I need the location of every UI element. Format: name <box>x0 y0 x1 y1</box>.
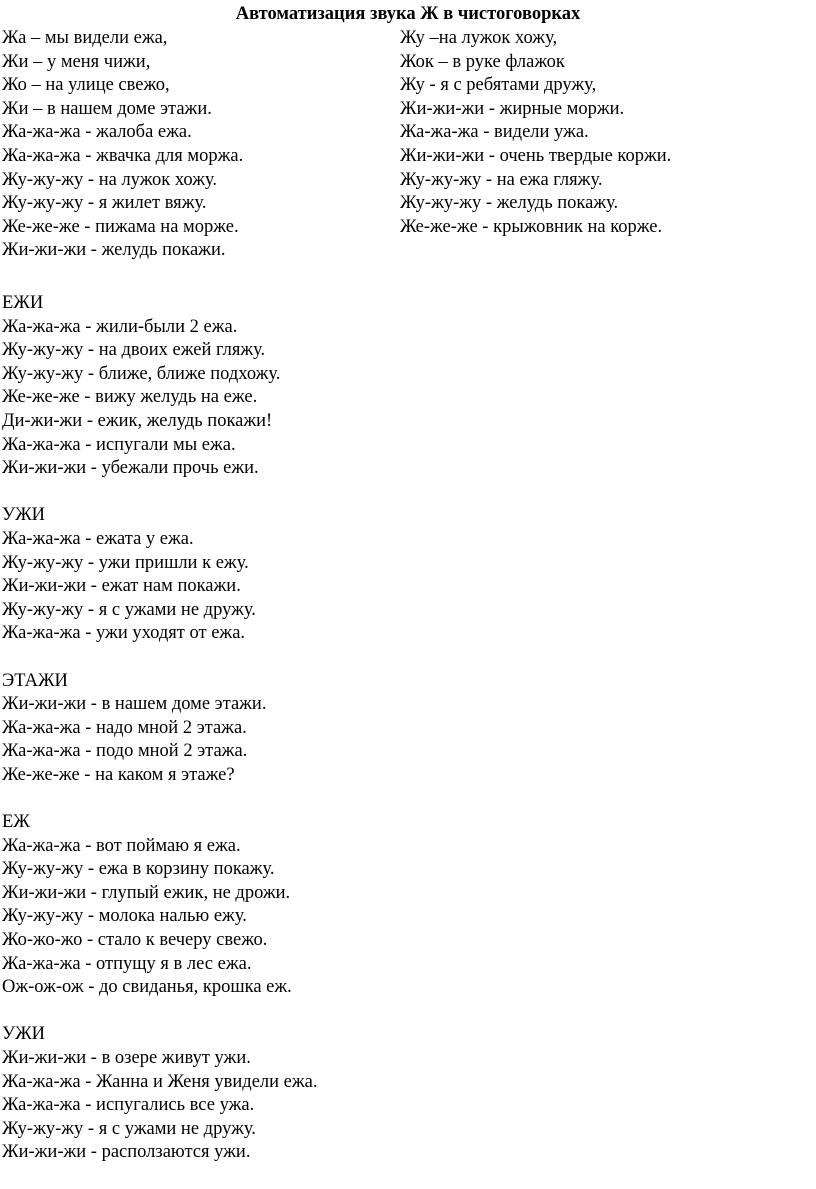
section-ezh <box>2 811 802 1000</box>
section-line: Жу-жу-жу - ежа в корзину покажу. <box>2 859 275 880</box>
section-line: Жа-жа-жа - надо мной 2 этажа. <box>2 717 247 738</box>
left-line: Жа – мы видели ежа, <box>2 28 168 48</box>
section-line: Жа-жа-жа - отпущу я в лес ежа. <box>2 953 252 974</box>
section-line: Жи-жи-жи - в озере живут ужи. <box>2 1048 251 1068</box>
left-line: Жи – в нашем доме этажи. <box>2 98 212 119</box>
document-title: Автоматизация звука Ж в чистоговорках <box>235 4 581 24</box>
section-line: Жо-жо-жо - стало к вечеру свежо. <box>2 930 268 951</box>
section-line: Жу-жу-жу - на двоих ежей гляжу. <box>2 340 266 361</box>
right-line: Жу-жу-жу - желудь покажу. <box>400 193 619 214</box>
section-ezhi <box>2 292 802 481</box>
section-line: Жи-жи-жи - убежали прочь ежи. <box>2 458 259 479</box>
section-heading: УЖИ <box>2 1024 46 1045</box>
section-line: Жа-жа-жа - испугались все ужа. <box>2 1095 255 1116</box>
section-heading: УЖИ <box>2 505 46 526</box>
section-uzhi <box>2 504 802 646</box>
section-line: Жи-жи-жи - расползаются ужи. <box>2 1142 251 1163</box>
section-etazhi <box>2 670 802 788</box>
left-line: Жи-жи-жи - желудь покажи. <box>2 240 226 261</box>
section-line: Ди-жи-жи - ежик, желудь покажи! <box>2 410 273 431</box>
section-line: Жа-жа-жа - жили-были 2 ежа. <box>2 316 238 337</box>
section-line: Жи-жи-жи - ежат нам покажи. <box>2 576 241 597</box>
section-line: Же-же-же - вижу желудь на еже. <box>2 387 258 408</box>
section-heading: ЕЖ <box>2 812 30 833</box>
section-line: Жи-жи-жи - в нашем доме этажи. <box>2 694 267 715</box>
right-line: Же-же-же - крыжовник на корже. <box>400 216 663 237</box>
section-line: Жу-жу-жу - я с ужами не дружу. <box>2 599 256 620</box>
section-line: Же-же-же - на каком я этаже? <box>2 764 235 785</box>
section-line: Жу-жу-жу - ближе, ближе подхожу. <box>2 363 281 384</box>
section-line: Жу-жу-жу - молока налью ежу. <box>2 906 247 927</box>
poem-sections <box>2 292 802 1189</box>
section-line: Жа-жа-жа - подо мной 2 этажа. <box>2 741 248 762</box>
right-line: Жа-жа-жа - видели ужа. <box>400 122 589 143</box>
left-line: Жи – у меня чижи, <box>2 51 151 72</box>
section-line: Жу-жу-жу - ужи пришли к ежу. <box>2 552 249 573</box>
section-line: Жа-жа-жа - ежата у ежа. <box>2 528 194 549</box>
right-line: Жу - я с ребятами дружу, <box>400 75 597 96</box>
right-line: Жи-жи-жи - очень твердые коржи. <box>400 145 672 166</box>
right-line: Жи-жи-жи - жирные моржи. <box>400 98 625 119</box>
left-line: Же-же-же - пижама на морже. <box>2 216 239 237</box>
section-uzhi-2 <box>2 1023 802 1165</box>
section-line: Жа-жа-жа - ужи уходят от ежа. <box>2 623 246 644</box>
section-heading: ЭТАЖИ <box>2 670 68 691</box>
section-line: Жа-жа-жа - вот поймаю я ежа. <box>2 835 241 856</box>
section-line: Ож-ож-ож - до свиданья, крошка еж. <box>2 977 292 998</box>
section-line: Жа-жа-жа - Жанна и Женя увидели ежа. <box>2 1071 318 1092</box>
left-line: Жу-жу-жу - на лужок хожу. <box>2 169 218 190</box>
left-line: Жу-жу-жу - я жилет вяжу. <box>2 193 207 214</box>
right-line: Жу-жу-жу - на ежа гляжу. <box>400 169 603 190</box>
right-line: Жу –на лужок хожу, <box>400 28 558 48</box>
left-line: Жа-жа-жа - жалоба ежа. <box>2 122 192 143</box>
right-column <box>400 27 810 239</box>
section-heading: ЕЖИ <box>2 293 44 313</box>
section-line: Жу-жу-жу - я с ужами не дружу. <box>2 1118 256 1139</box>
left-column <box>2 27 397 263</box>
left-line: Жо – на улице свежо, <box>2 75 170 96</box>
section-line: Жа-жа-жа - испугали мы ежа. <box>2 434 236 455</box>
left-line: Жа-жа-жа - жвачка для моржа. <box>2 145 244 166</box>
section-line: Жи-жи-жи - глупый ежик, не дрожи. <box>2 882 291 903</box>
right-line: Жок – в руке флажок <box>400 51 565 72</box>
